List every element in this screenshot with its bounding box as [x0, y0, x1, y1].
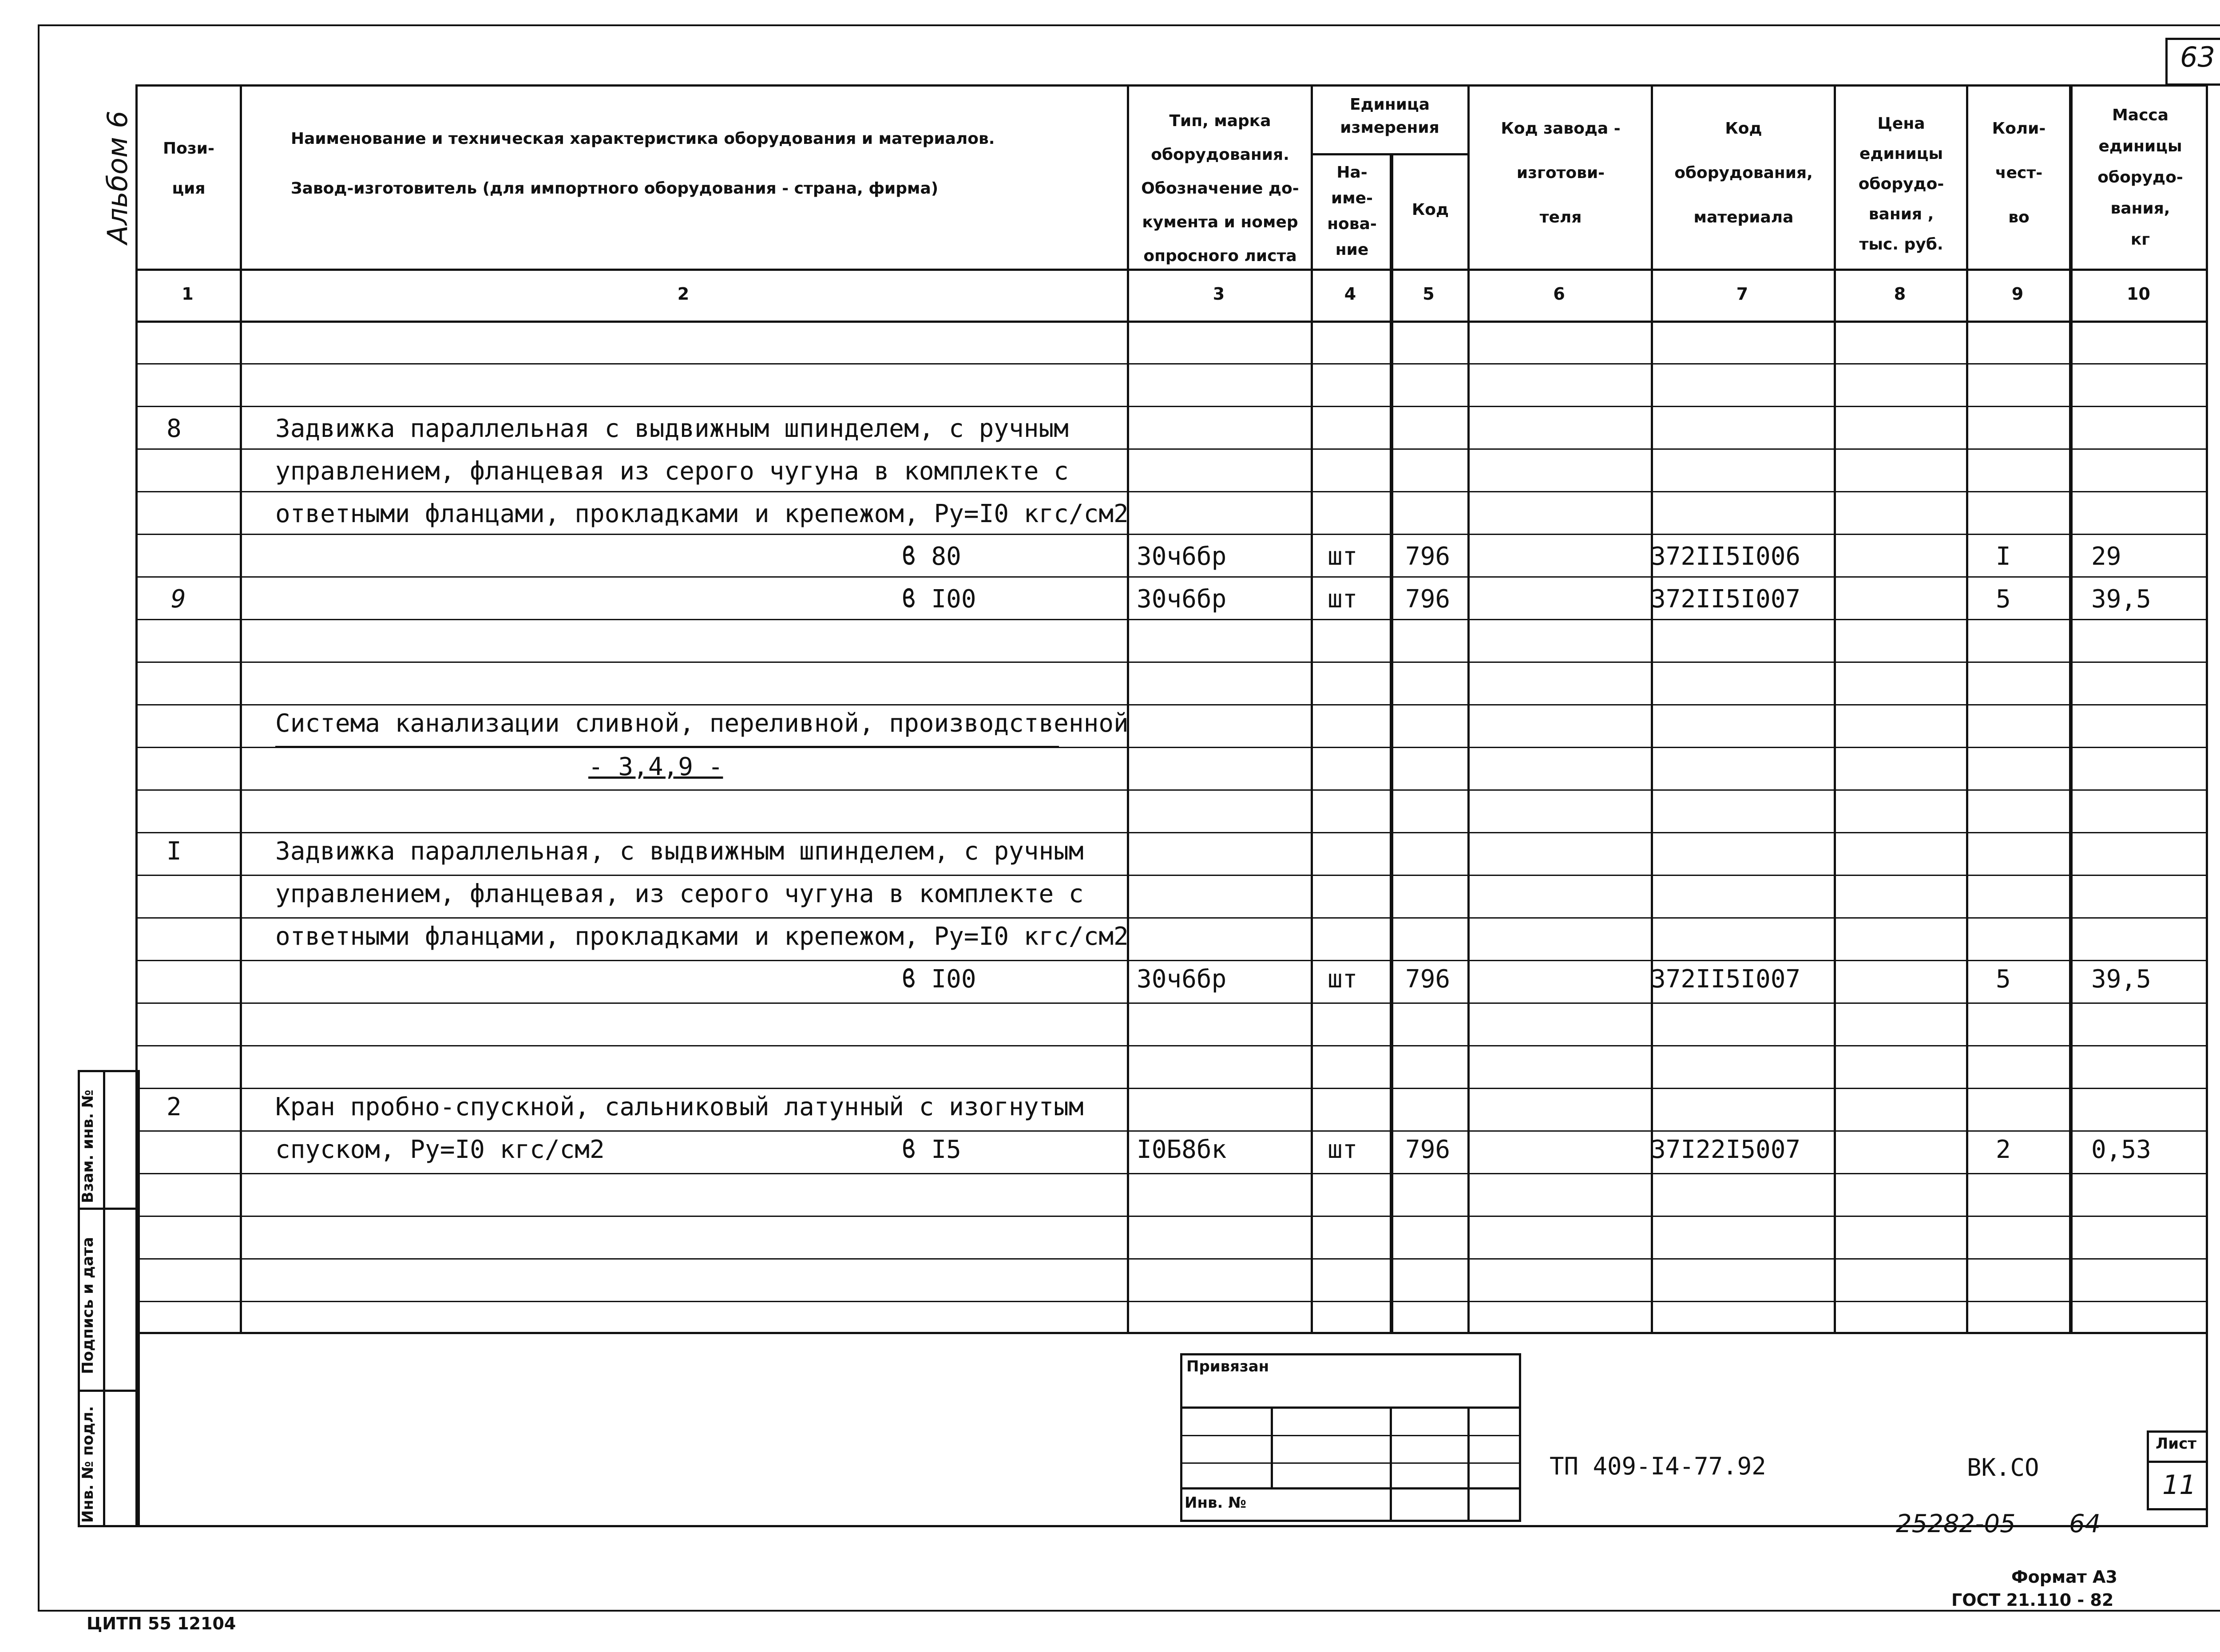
row-material-code: 372II5I006 — [1651, 542, 1801, 571]
side-stamp-podpis: Подпись и дата — [79, 1237, 97, 1374]
row-description: ответными фланцами, прокладками и крепежом, Ру=I0 кгс/см2 — [275, 922, 1129, 951]
col-number: 1 — [182, 284, 194, 304]
row-unit-code: 796 — [1405, 585, 1451, 614]
row-unit: шт — [1328, 965, 1358, 994]
col-number: 7 — [1736, 284, 1748, 304]
row-unit-code: 796 — [1405, 965, 1451, 994]
col-number: 4 — [1344, 284, 1356, 304]
row-unit: шт — [1328, 1135, 1358, 1164]
col-number: 10 — [2127, 284, 2150, 304]
header-material-code: Код оборудования, материала — [1674, 119, 1813, 226]
privyazan-divider — [1467, 1406, 1470, 1522]
sheet-number: 11 — [2162, 1470, 2196, 1501]
row-unit: шт — [1328, 542, 1358, 571]
row-size: ϐ I00 — [901, 965, 976, 994]
section-subtitle: - 3,4,9 - — [588, 753, 723, 781]
col-line-4 — [1390, 153, 1393, 1334]
header-price: Цена единицы оборудо- вания , тыс. руб. — [1858, 115, 1944, 254]
privyazan-line — [1180, 1406, 1521, 1409]
privyazan-line — [1180, 1462, 1521, 1464]
row-line — [135, 1258, 2208, 1260]
row-line — [135, 406, 2208, 407]
header-name: Наименование и техническая характеристика оборудования и материалов. Завод-изготовитель (для импортного оборудования - страна, фирма) — [291, 130, 995, 198]
row-type: 30ч6бр — [1137, 585, 1227, 614]
row-line — [135, 1002, 2208, 1004]
col-line-9 — [2069, 84, 2073, 1334]
header-unit-name: На- име- нова- ние — [1327, 163, 1377, 259]
row-position: 2 — [166, 1093, 182, 1121]
row-position: 9 — [171, 585, 186, 614]
row-description: Задвижка параллельная с выдвижным шпинделем, с ручным — [275, 414, 1069, 443]
side-stamp-divider — [103, 1070, 105, 1527]
number-row-line — [135, 321, 2208, 323]
inv-no-label: Инв. № — [1185, 1494, 1247, 1512]
document-code: ТП 409-I4-77.92 — [1550, 1452, 1766, 1480]
side-stamp-vzam: Взам. инв. № — [79, 1089, 97, 1203]
row-description: управлением, фланцевая, из серого чугуна в комплекте с — [275, 879, 1084, 908]
header-type: Тип, марка оборудования. Обозначение до- кумента и номер опросного листа — [1141, 112, 1299, 265]
format-label: Формат А3 — [2011, 1567, 2117, 1587]
row-mass: 29 — [2091, 542, 2121, 571]
header-factory-code: Код завода - изготови- теля — [1501, 119, 1621, 226]
row-line — [135, 1301, 2208, 1302]
citp-label: ЦИТП 55 12104 — [87, 1614, 236, 1633]
row-line — [135, 662, 2208, 663]
row-quantity: 2 — [1996, 1135, 2011, 1164]
unit-group-line — [1311, 153, 1467, 155]
col-line-7 — [1834, 84, 1836, 1334]
header-position: Пози- ция — [163, 139, 214, 198]
row-quantity: 5 — [1996, 585, 2011, 614]
privyazan-line — [1180, 1435, 1521, 1436]
privyazan-divider — [1390, 1406, 1392, 1522]
col-line-5 — [1467, 84, 1470, 1334]
row-unit-code: 796 — [1405, 1135, 1451, 1164]
row-description: Задвижка параллельная, с выдвижным шпинделем, с ручным — [275, 837, 1084, 866]
row-position: 8 — [166, 414, 182, 443]
page-number: 63 — [2180, 41, 2215, 73]
row-mass: 0,53 — [2091, 1135, 2151, 1164]
privyazan-line — [1180, 1487, 1521, 1490]
privyazan-label: Привязан — [1186, 1358, 1269, 1375]
section-title: Система канализации сливной, переливной, производственной — [275, 709, 1129, 738]
col-line-3 — [1311, 84, 1313, 1334]
row-type: 30ч6бр — [1137, 965, 1227, 994]
side-stamp-line — [78, 1390, 140, 1392]
row-line — [135, 1216, 2208, 1217]
row-material-code: 37I22I5007 — [1651, 1135, 1801, 1164]
lower-frame — [135, 1332, 2208, 1527]
col-line-8 — [1966, 84, 1968, 1334]
row-position: I — [166, 837, 182, 866]
row-type: 30ч6бр — [1137, 542, 1227, 571]
row-unit: шт — [1328, 585, 1358, 614]
row-description: управлением, фланцевая из серого чугуна в комплекте с — [275, 457, 1069, 486]
col-number: 9 — [2011, 284, 2024, 304]
gost-label: ГОСТ 21.110 - 82 — [1951, 1590, 2114, 1610]
row-unit-code: 796 — [1405, 542, 1451, 571]
row-type: I0Б8бк — [1137, 1135, 1227, 1164]
header-unit-code: Код — [1411, 201, 1449, 219]
row-mass: 39,5 — [2091, 965, 2151, 994]
header-mass: Масса единицы оборудо- вания, кг — [2097, 106, 2183, 249]
col-number: 3 — [1213, 284, 1225, 304]
sheet-label: Лист — [2156, 1435, 2196, 1453]
row-quantity: I — [1996, 542, 2011, 571]
row-size: ϐ I5 — [901, 1135, 961, 1164]
col-number: 5 — [1423, 284, 1435, 304]
side-stamp-inv: Инв. № подл. — [79, 1406, 97, 1523]
col-number: 2 — [677, 284, 690, 304]
row-line — [135, 789, 2208, 791]
row-line — [135, 1173, 2208, 1174]
document-mark: ВК.СО — [1967, 1454, 2039, 1482]
row-size: ϐ 80 — [901, 542, 961, 571]
row-line — [135, 363, 2208, 364]
row-mass: 39,5 — [2091, 585, 2151, 614]
col-number: 6 — [1553, 284, 1565, 304]
privyazan-divider — [1271, 1406, 1273, 1487]
row-description: спуском, Ру=I0 кгс/см2 — [275, 1135, 605, 1164]
side-stamp-line — [78, 1208, 140, 1210]
row-line — [135, 1045, 2208, 1046]
archive-page: 64 — [2069, 1509, 2101, 1538]
archive-number: 25282-05 — [1896, 1509, 2016, 1538]
header-quantity: Коли- чест- во — [1992, 119, 2046, 226]
col-number: 8 — [1894, 284, 1906, 304]
row-material-code: 372II5I007 — [1651, 965, 1801, 994]
row-quantity: 5 — [1996, 965, 2011, 994]
album-label: Альбом 6 — [101, 111, 134, 244]
row-material-code: 372II5I007 — [1651, 585, 1801, 614]
row-description: ответными фланцами, прокладками и крепежом, Ру=I0 кгс/см2 — [275, 499, 1129, 528]
sheet-box-line — [2147, 1461, 2208, 1463]
row-description: Кран пробно-спускной, сальниковый латунный с изогнутым — [275, 1093, 1084, 1121]
row-size: ϐ I00 — [901, 585, 976, 614]
col-line-1 — [240, 84, 242, 1334]
header-unit-group: Единица измерения — [1340, 95, 1439, 137]
